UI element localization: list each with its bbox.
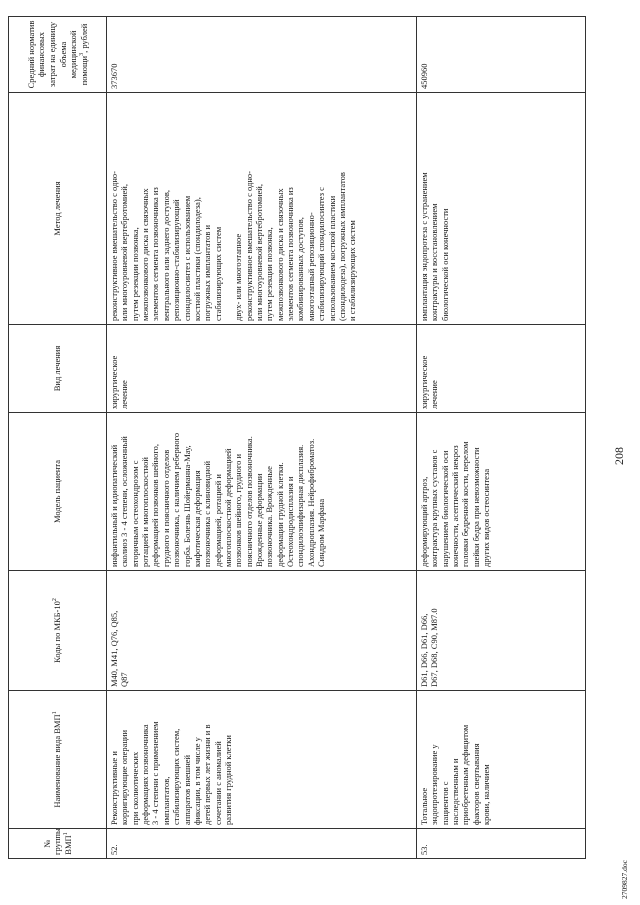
row-53-name: Тотальное эндопротезирование у пациентов с наследственным и приобретенным дефицитом факторов свертывания крови, наличием (417, 691, 586, 829)
header-treatment-type: Вид лечения (9, 325, 107, 413)
row-52-method: реконструктивное вмешательство с одно- или многоуровневой вертебротомией, путем резекции позвонка, межпозвонкового диска и связочных элементов сегмента позвоночника из вентрального или заднего доступов, репозиционно-стабилизирующий спондилосинтез с использованием костной пластики (спондилодеза), погружных имплантатов и стабилизирующих систем двух- или многоэтапное реконструктивное вмешательство с одно- или многоуровневой вертебротомией, путем резекции позвонка, межпозвонкового диска и связочных элементов сегмента позвоночника из комбинированных доступов, многоэтапный репозиционно- стабилизирующий спондилосинтез с использованием костной пластики (спондилодеза), погружных имплантатов и стабилизирующих систем (107, 93, 417, 325)
header-treatment-method: Метод лечения (9, 93, 107, 325)
row-53-method: имплантация эндопротеза с устранением контрактуры и восстановлением биологической оси конечности (417, 93, 586, 325)
row-52-cost: 373670 (107, 17, 417, 93)
row-52-name: Реконструктивные и корригирующие операции при сколиотических деформациях позвоночника 3 - 4 степени с применением имплантатов, стабилизирующих систем, аппаратов внешней фиксации, в том числе у детей первых лет жизни и в сочетании с аномалией развития грудной клетки (107, 691, 417, 829)
header-group-number: № группы ВМП$^1$ (9, 829, 107, 859)
page-number: 208 (612, 447, 626, 465)
document-reference: 2709827.doc (620, 860, 629, 899)
table-header-row (9, 17, 107, 859)
row-53-type: хирургическое лечение (417, 325, 586, 413)
table-row (107, 17, 417, 859)
header-vmp-name: Наименование вида ВМП$^1$ (9, 691, 107, 829)
header-patient-model: Модель пациента (9, 413, 107, 571)
row-52-number: 52. (107, 829, 417, 859)
row-52-type: хирургическое лечение (107, 325, 417, 413)
header-icd-codes: Коды по МКБ-$10^2$ (9, 571, 107, 691)
table-row (417, 17, 586, 859)
row-53-model: деформирующий артроз, контрактура крупных суставов с нарушением биологической оси конечности, асептический некроз головки бедренной кости, перелом шейки бедра при невозможности других видов остеосинтеза (417, 413, 586, 571)
row-53-codes: D61, D66, D61, D66, D67, D68, C90, M87.0 (417, 571, 586, 691)
row-52-codes: M40, M41, Q76, Q85, Q87 (107, 571, 417, 691)
row-53-number: 53. (417, 829, 586, 859)
row-53-cost: 450960 (417, 17, 586, 93)
vmp-table (8, 16, 586, 859)
header-average-cost: Средний норматив финансовых затрат на единицу объема медицинской помощи$^3$, рублей (9, 17, 107, 93)
row-52-model: инфантильный и идиопатический сколиоз 3 - 4 степени, осложненный вторичным остеохондрозом с ротацией и многоплоскостной деформацией позвонков шейного, грудного и поясничного отделов позвоночника, с наличием реберного горба. Болезнь Шойерманна-Мау, кифотическая деформация позвоночника с клиновидной деформацией, ротацией и многоплоскостной деформацией позвонков шейного, грудного и поясничного отделов позвоночника. Врожденные деформации позвоночника. Врожденные деформации грудной клетки. Остеохондродисплазия и спондилоэпифизарная дисплазия. Ахондроплазия. Нейрофиброматоз. Синдром Марфана (107, 413, 417, 571)
